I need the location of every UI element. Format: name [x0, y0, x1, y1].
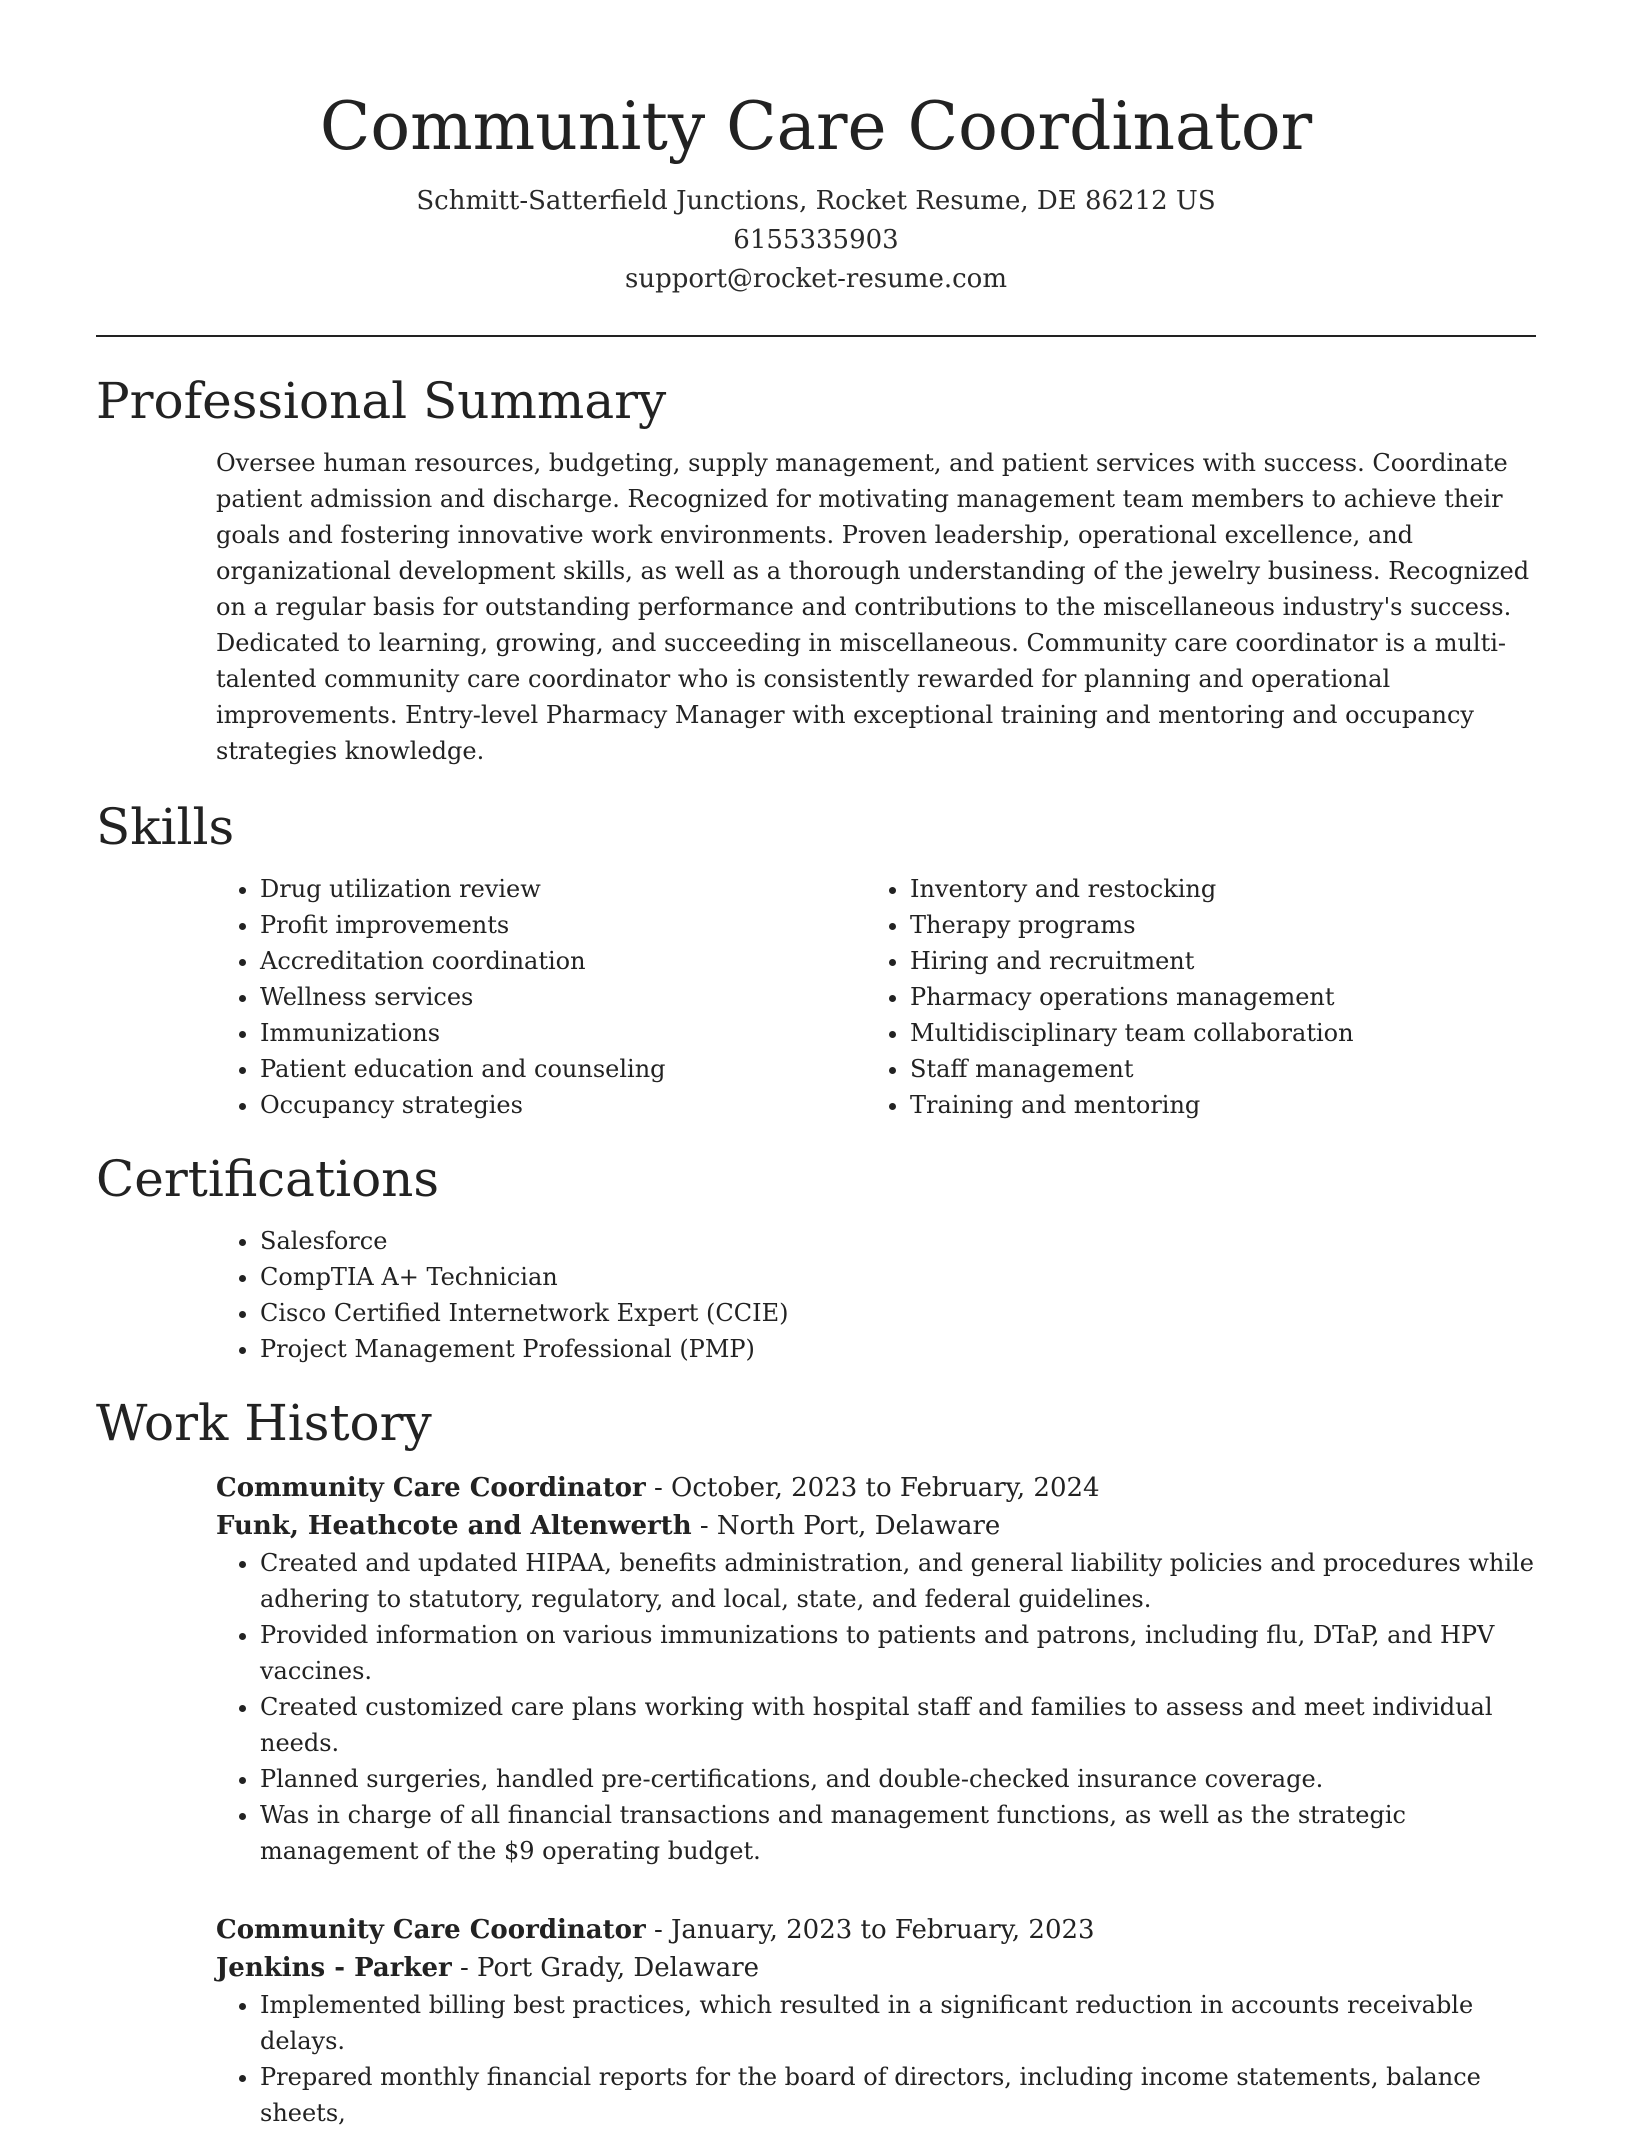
job-role: Community Care Coordinator	[216, 1473, 646, 1503]
skill-item: • Drug utilization review	[260, 871, 866, 907]
certifications-section	[96, 1147, 1536, 1367]
certification-item: • Cisco Certified Internetwork Expert (CCIE)	[260, 1295, 1536, 1331]
job-duty: • Was in charge of all financial transactions and management functions, as well as the strategic management of the $9 operating budget.	[260, 1797, 1536, 1869]
work-history-heading: Work History	[96, 1394, 432, 1452]
job-company: Funk, Heathcote and Altenwerth	[216, 1511, 692, 1541]
skill-item: • Therapy programs	[910, 907, 1516, 943]
job-company-line	[216, 1507, 1536, 1545]
job-title-line	[216, 1911, 1536, 1949]
certifications-heading: Certifications	[96, 1150, 440, 1208]
skill-item: • Wellness services	[260, 979, 866, 1015]
skills-heading: Skills	[96, 798, 235, 856]
skill-item: • Occupancy strategies	[260, 1087, 866, 1123]
certification-item: • Salesforce	[260, 1223, 1536, 1259]
job-entry	[216, 1911, 1536, 2131]
skill-item: • Accreditation coordination	[260, 943, 866, 979]
skills-section	[96, 795, 1536, 1123]
skill-item: • Inventory and restocking	[910, 871, 1516, 907]
job-duty: • Provided information on various immunizations to patients and patrons, including flu, DTaP, and HPV vaccines.	[260, 1617, 1536, 1689]
job-duty: • Implemented billing best practices, which resulted in a significant reduction in accounts receivable delays.	[260, 1987, 1536, 2059]
address-line: Schmitt-Satterfield Junctions, Rocket Resume, DE 86212 US	[416, 186, 1216, 216]
skill-item: • Pharmacy operations management	[910, 979, 1516, 1015]
skill-item: • Staff management	[910, 1051, 1516, 1087]
job-duty: • Created customized care plans working with hospital staff and families to assess and meet individual needs.	[260, 1689, 1536, 1761]
summary-heading: Professional Summary	[96, 372, 667, 430]
skills-list-left	[216, 871, 866, 1123]
skills-column-left	[216, 871, 866, 1123]
contact-info	[96, 182, 1536, 299]
job-title-line	[216, 1469, 1536, 1507]
skill-item: • Patient education and counseling	[260, 1051, 866, 1087]
job-duties-list	[216, 1987, 1536, 2131]
job-duties-list	[216, 1545, 1536, 1869]
job-company-line	[216, 1949, 1536, 1987]
certifications-list-wrap	[216, 1223, 1536, 1367]
job-duty: • Planned surgeries, handled pre-certifications, and double-checked insurance coverage.	[260, 1761, 1536, 1797]
header-divider	[96, 335, 1536, 337]
summary-section	[96, 369, 1536, 769]
skills-list-right	[866, 871, 1516, 1123]
resume-page	[96, 0, 1536, 2131]
job-duty: • Created and updated HIPAA, benefits administration, and general liability policies and procedures while adhering to statutory, regulatory, and local, state, and federal guidelines.	[260, 1545, 1536, 1617]
job-duty: • Prepared monthly financial reports for the board of directors, including income statements, balance sheets,	[260, 2059, 1536, 2131]
skill-item: • Multidisciplinary team collaboration	[910, 1015, 1516, 1051]
job-dates: - October, 2023 to February, 2024	[645, 1473, 1100, 1503]
phone-number: 6155335903	[733, 225, 899, 255]
job-company: Jenkins - Parker	[216, 1953, 452, 1983]
skills-column-right	[866, 871, 1516, 1123]
skill-item: • Profit improvements	[260, 907, 866, 943]
skill-item: • Immunizations	[260, 1015, 866, 1051]
summary-text: Oversee human resources, budgeting, supply management, and patient services with success. Coordinate patient admission and discharge. Recognized for motivating management team members to achieve their goals and fostering innovative work environments. Proven leadership, operational excellence, and organizational development skills, as well as a thorough understanding of the jewelry business. Recognized on a regular basis for outstanding performance and contributions to the miscellaneous industry's success. Dedicated to learning, growing, and succeeding in miscellaneous. Community care coordinator is a multi-talented community care coordinator who is consistently rewarded for planning and operational improvements. Entry-level Pharmacy Manager with exceptional training and mentoring and occupancy strategies knowledge.	[216, 449, 1530, 765]
candidate-name: Community Care Coordinator	[319, 88, 1313, 165]
skill-item: • Hiring and recruitment	[910, 943, 1516, 979]
job-dates: - January, 2023 to February, 2023	[645, 1915, 1095, 1945]
skill-item: • Training and mentoring	[910, 1087, 1516, 1123]
certification-item: • Project Management Professional (PMP)	[260, 1331, 1536, 1367]
resume-header	[96, 0, 1536, 299]
job-role: Community Care Coordinator	[216, 1915, 646, 1945]
work-history-section	[96, 1391, 1536, 2131]
job-location: - North Port, Delaware	[691, 1511, 1001, 1541]
certification-item: • CompTIA A+ Technician	[260, 1259, 1536, 1295]
skills-grid	[216, 871, 1536, 1123]
job-location: - Port Grady, Delaware	[451, 1953, 760, 1983]
certifications-list	[216, 1223, 1536, 1367]
job-entry	[216, 1469, 1536, 1869]
email-address: support@rocket-resume.com	[624, 264, 1007, 294]
